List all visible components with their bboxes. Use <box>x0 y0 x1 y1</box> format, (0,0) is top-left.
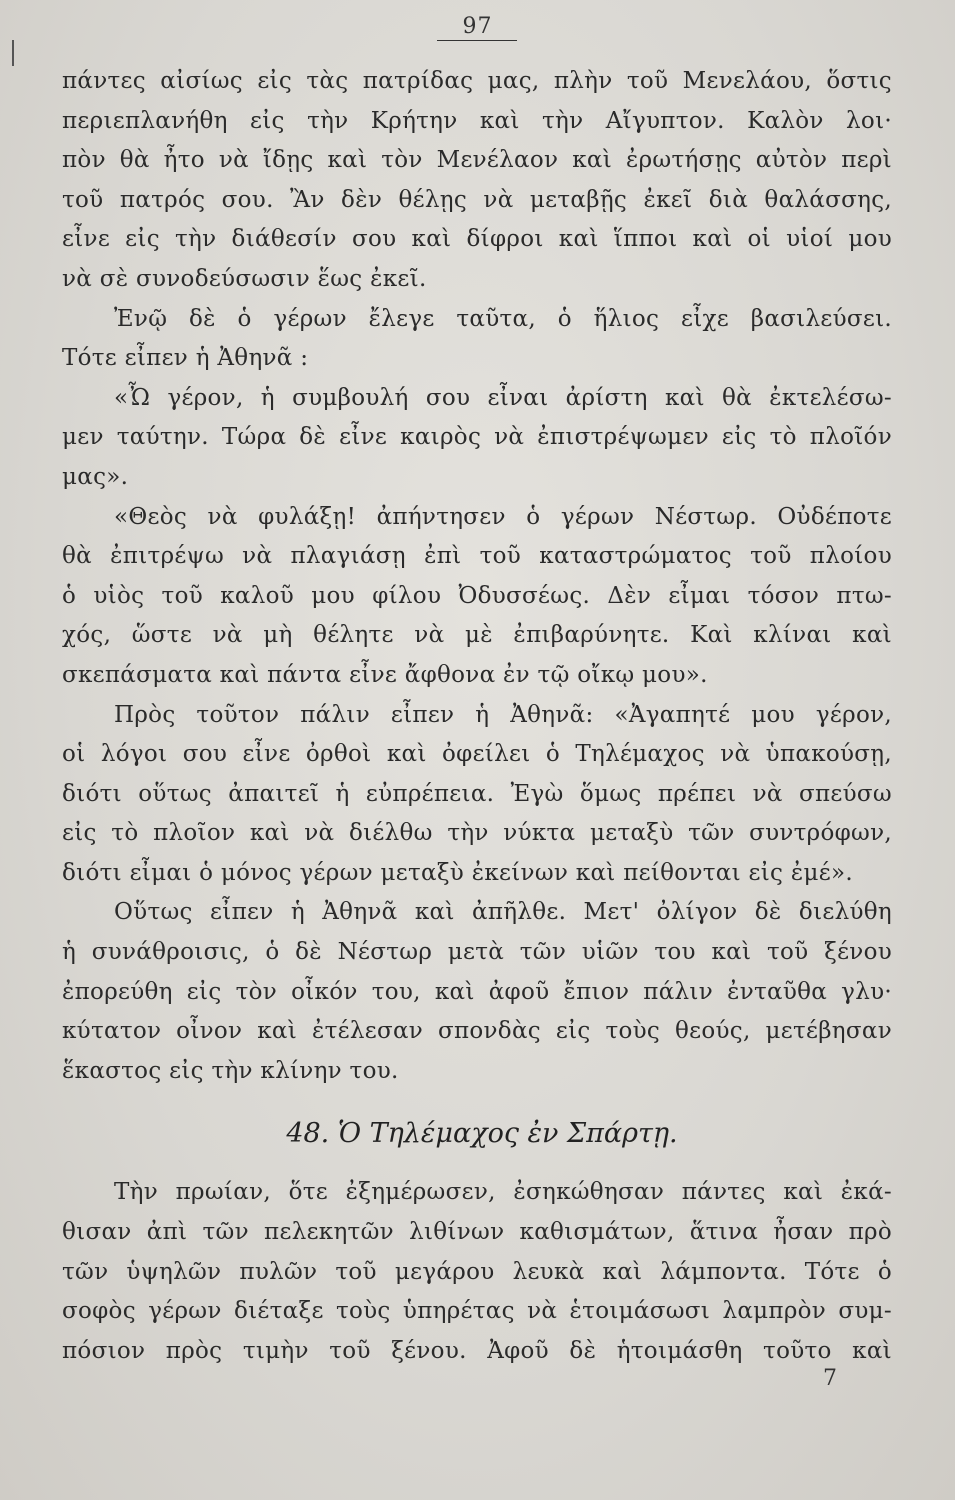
paragraph <box>62 379 892 498</box>
text-line: Οὕτως εἶπεν ἡ Ἀθηνᾶ καὶ ἀπῆλθε. Μετ' ὀλίγον δὲ διελύθη <box>114 899 892 926</box>
text-line: Τότε εἶπεν ἡ Ἀθηνᾶ : <box>62 345 309 372</box>
text-line: κύτατον οἶνον καὶ ἐτέλεσαν σπονδὰς εἰς τοὺς θεούς, μετέβησαν <box>62 1018 892 1045</box>
section-gap <box>62 1157 892 1173</box>
text-line: ἐπορεύθη εἰς τὸν οἶκόν του, καὶ ἀφοῦ ἔπιον πάλιν ἐνταῦθα γλυ· <box>62 978 892 1005</box>
paragraph <box>62 696 892 894</box>
text-line: εἰς τὸ πλοῖον καὶ νὰ διέλθω τὴν νύκτα μεταξὺ τῶν συντρόφων, <box>62 820 892 847</box>
text-line: πὸν θὰ ἦτο νὰ ἴδῃς καὶ τὸν Μενέλαον καὶ ἐρωτήσῃς αὐτὸν περὶ <box>62 147 892 174</box>
text-line: σκεπάσματα καὶ πάντα εἶνε ἄφθονα ἐν τῷ οἴκῳ μου». <box>62 661 708 688</box>
text-line: τοῦ πατρός σου. Ἂν δὲν θέλῃς νὰ μεταβῇς ἐκεῖ διὰ θαλάσσης, <box>62 186 892 213</box>
signature-mark: 7 <box>823 1366 837 1391</box>
binding-edge-mark <box>12 40 14 66</box>
paragraph <box>62 498 892 696</box>
text-line: εἶνε εἰς τὴν διάθεσίν σου καὶ δίφροι καὶ ἵπποι καὶ οἱ υἱοί μου <box>62 226 892 253</box>
text-line: θὰ ἐπιτρέψω νὰ πλαγιάσῃ ἐπὶ τοῦ καταστρώματος τοῦ πλοίου <box>62 543 892 570</box>
text-line: μεν ταύτην. Τώρα δὲ εἶνε καιρὸς νὰ ἐπιστρέψωμεν εἰς τὸ πλοῖόν <box>62 424 892 451</box>
text-line: Ἐνῷ δὲ ὁ γέρων ἔλεγε ταῦτα, ὁ ἥλιος εἶχε βασιλεύσει. <box>114 305 892 332</box>
text-line: τῶν ὑψηλῶν πυλῶν τοῦ μεγάρου λευκὰ καὶ λάμποντα. Τότε ὁ <box>62 1258 892 1285</box>
text-line: νὰ σὲ συνοδεύσωσιν ἕως ἐκεῖ. <box>62 265 427 292</box>
section-gap <box>62 1091 892 1111</box>
page-number: 97 <box>462 14 493 39</box>
text-line: Τὴν πρωίαν, ὅτε ἐξημέρωσεν, ἐσηκώθησαν πάντες καὶ ἐκά- <box>114 1179 892 1206</box>
text-line: μας». <box>62 463 129 490</box>
paragraph <box>62 1173 892 1371</box>
text-line: πόσιον πρὸς τιμὴν τοῦ ξένου. Ἀφοῦ δὲ ἡτοιμάσθη τοῦτο καὶ <box>62 1337 892 1364</box>
text-line: θισαν ἀπὶ τῶν πελεκητῶν λιθίνων καθισμάτων, ἅτινα ἦσαν πρὸ <box>62 1219 892 1246</box>
text-line: «Ὦ γέρον, ἡ συμβουλή σου εἶναι ἀρίστη καὶ θὰ ἐκτελέσω- <box>114 384 892 411</box>
text-line: οἱ λόγοι σου εἶνε ὀρθοὶ καὶ ὀφείλει ὁ Τηλέμαχος νὰ ὑπακούσῃ, <box>62 741 892 768</box>
text-line: ὁ υἱὸς τοῦ καλοῦ μου φίλου Ὀδυσσέως. Δὲν εἶμαι τόσον πτω- <box>62 582 892 609</box>
paragraph <box>62 893 892 1091</box>
text-line: «Θεὸς νὰ φυλάξῃ! ἀπήντησεν ὁ γέρων Νέστωρ. Οὐδέποτε <box>114 503 892 530</box>
text-line: διότι οὕτως ἀπαιτεῖ ἡ εὐπρέπεια. Ἐγὼ ὅμως πρέπει νὰ σπεύσω <box>62 780 892 807</box>
text-line: σοφὸς γέρων διέταξε τοὺς ὑπηρέτας νὰ ἑτοιμάσωσι λαμπρὸν συμ- <box>62 1298 892 1325</box>
text-line: ἡ συνάθροισις, ὁ δὲ Νέστωρ μετὰ τῶν υἱῶν του καὶ τοῦ ξένου <box>62 939 892 966</box>
body-text <box>62 62 892 1371</box>
text-line: ἕκαστος εἰς τὴν κλίνην του. <box>62 1057 399 1084</box>
paragraph <box>62 300 892 379</box>
text-line: περιεπλανήθη εἰς τὴν Κρήτην καὶ τὴν Αἴγυπτον. Καλὸν λοι· <box>62 107 892 134</box>
text-line: χός, ὥστε νὰ μὴ θέλητε νὰ μὲ ἐπιβαρύνητε. Καὶ κλίναι καὶ <box>62 622 892 649</box>
section-heading: 48. Ὁ Τηλέμαχος ἐν Σπάρτῃ. <box>286 1118 678 1150</box>
text-line: διότι εἶμαι ὁ μόνος γέρων μεταξὺ ἐκείνων καὶ πείθονται εἰς ἐμέ». <box>62 859 853 886</box>
paragraph <box>62 62 892 300</box>
header-rule <box>437 40 517 41</box>
text-line: πάντες αἰσίως εἰς τὰς πατρίδας μας, πλὴν τοῦ Μενελάου, ὅστις <box>62 68 892 94</box>
text-line: Πρὸς τοῦτον πάλιν εἶπεν ἡ Ἀθηνᾶ: «Ἀγαπητέ μου γέρον, <box>114 701 892 728</box>
